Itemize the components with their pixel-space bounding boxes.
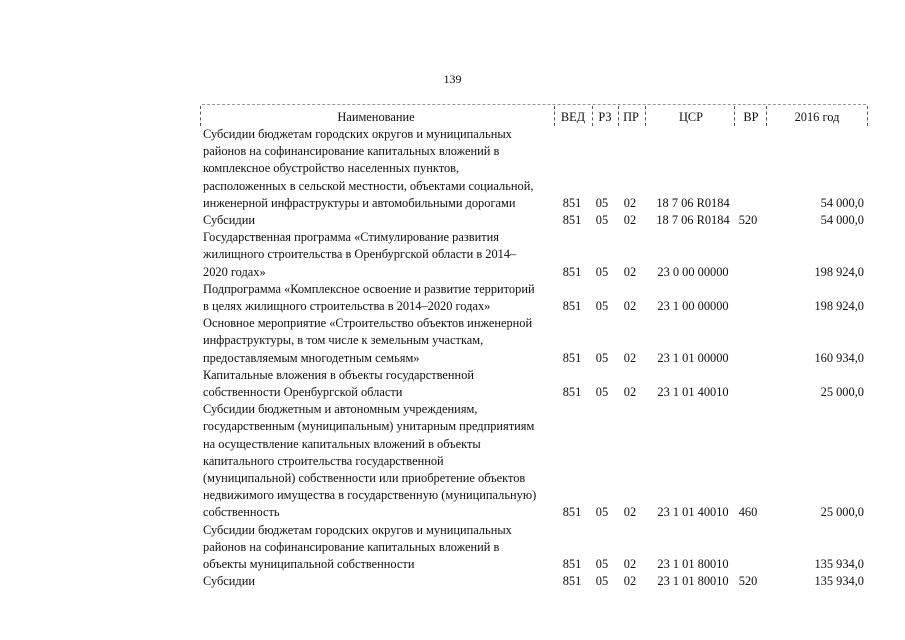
- row-amount: 54 000,0: [820, 195, 864, 210]
- header-year: 2016 год: [794, 110, 840, 124]
- row-amount: 135 934,0: [814, 574, 864, 589]
- table-row: [203, 367, 868, 401]
- row-name-line: Субсидии: [203, 213, 255, 228]
- row-ved: 851: [562, 505, 582, 520]
- row-vr: 520: [738, 213, 758, 228]
- row-rz: 05: [595, 213, 609, 228]
- header-name: Наименование: [337, 110, 415, 124]
- table-row: [203, 573, 868, 590]
- table-row: [203, 522, 868, 574]
- row-pr: 02: [623, 505, 637, 520]
- row-name-line: Государственная программа «Стимулирование развития: [203, 230, 499, 245]
- header-separator: [867, 106, 869, 126]
- row-name-line: Основное мероприятие «Строительство объектов инженерной: [203, 316, 533, 331]
- row-name-line: Субсидии бюджетам городских округов и муниципальных: [203, 127, 512, 141]
- row-amount: 25 000,0: [820, 505, 864, 520]
- row-name-line: Субсидии бюджетам городских округов и муниципальных: [203, 522, 512, 537]
- row-ved: 851: [562, 195, 582, 210]
- row-ved: 851: [562, 350, 582, 365]
- row-ved: 851: [562, 557, 582, 572]
- table-row: [203, 281, 868, 315]
- row-name-line: в целях жилищного строительства в 2014–2020 годах»: [203, 299, 491, 314]
- row-ved: 851: [562, 264, 582, 279]
- row-vr: 520: [738, 574, 758, 589]
- row-pr: 02: [623, 557, 637, 572]
- row-ved: 851: [562, 299, 582, 314]
- row-rz: 05: [595, 574, 609, 589]
- table-row: [203, 229, 868, 281]
- header-rz: РЗ: [598, 110, 612, 124]
- row-rz: 05: [595, 195, 609, 210]
- row-name-line: недвижимого имущества в государственную (муниципальную): [203, 488, 537, 503]
- row-name: [203, 212, 553, 229]
- row-name-line: предоставляемым многодетным семьям»: [203, 350, 420, 365]
- row-csr: 23 1 00 00000: [657, 299, 729, 314]
- row-pr: 02: [623, 385, 637, 400]
- header-ved: ВЕД: [560, 110, 586, 124]
- row-name-line: объекты муниципальной собственности: [203, 557, 415, 572]
- row-amount: 198 924,0: [814, 299, 864, 314]
- row-rz: 05: [595, 350, 609, 365]
- row-amount: 198 924,0: [814, 264, 864, 279]
- row-rz: 05: [595, 557, 609, 572]
- row-pr: 02: [623, 264, 637, 279]
- row-pr: 02: [623, 213, 637, 228]
- row-rz: 05: [595, 264, 609, 279]
- row-name-line: районов на софинансирование капитальных вложений в: [203, 144, 500, 159]
- row-csr: 23 1 01 00000: [657, 350, 729, 365]
- row-pr: 02: [623, 299, 637, 314]
- table-row: [203, 126, 868, 212]
- table-row: [203, 212, 868, 229]
- row-name-line: (муниципальной) собственности или приобретение объектов: [203, 471, 526, 486]
- table-header: [200, 104, 868, 124]
- row-pr: 02: [623, 350, 637, 365]
- row-rz: 05: [595, 505, 609, 520]
- row-ved: 851: [562, 574, 582, 589]
- row-csr: 23 1 01 40010: [657, 505, 729, 520]
- row-name-line: комплексное обустройство населенных пунктов,: [203, 161, 460, 176]
- budget-table-body: [203, 126, 868, 590]
- row-csr: 23 1 01 80010: [657, 557, 729, 572]
- table-row: [203, 315, 868, 367]
- row-name-line: жилищного строительства в Оренбургской области в 2014–: [203, 247, 517, 262]
- row-name-line: Субсидии: [203, 574, 255, 589]
- row-name: [203, 281, 553, 315]
- table-row: [203, 401, 868, 521]
- row-name: [203, 401, 553, 521]
- row-amount: 25 000,0: [820, 385, 864, 400]
- row-name-line: районов на софинансирование капитальных вложений в: [203, 539, 500, 554]
- row-name: [203, 315, 553, 367]
- row-name-line: инфраструктуры, в том числе к земельным участкам,: [203, 333, 484, 348]
- row-ved: 851: [562, 385, 582, 400]
- row-amount: 160 934,0: [814, 350, 864, 365]
- row-amount: 54 000,0: [820, 213, 864, 228]
- row-pr: 02: [623, 195, 637, 210]
- header-csr: ЦСР: [678, 110, 704, 124]
- row-rz: 05: [595, 299, 609, 314]
- row-csr: 23 1 01 80010: [657, 574, 729, 589]
- row-amount: 135 934,0: [814, 557, 864, 572]
- row-name-line: Капитальные вложения в объекты государственной: [203, 367, 475, 382]
- row-rz: 05: [595, 385, 609, 400]
- row-name: [203, 367, 553, 401]
- row-name: [203, 126, 553, 212]
- row-name: [203, 229, 553, 281]
- row-name-line: расположенных в сельской местности, объектами социальной,: [203, 178, 534, 193]
- row-name-line: собственности Оренбургской области: [203, 385, 403, 400]
- row-name-line: инженерной инфраструктуры и автомобильными дорогами: [203, 195, 516, 210]
- row-csr: 23 1 01 40010: [657, 385, 729, 400]
- row-pr: 02: [623, 574, 637, 589]
- row-ved: 851: [562, 213, 582, 228]
- row-csr: 18 7 06 R0184: [656, 213, 730, 228]
- row-name-line: собственность: [203, 505, 280, 520]
- row-name-line: государственным (муниципальным) унитарным предприятиям: [203, 419, 535, 434]
- header-vr: ВР: [743, 110, 759, 124]
- row-name-line: на осуществление капитальных вложений в объекты: [203, 436, 481, 451]
- row-name-line: Подпрограмма «Комплексное освоение и развитие территорий: [203, 281, 535, 296]
- row-name-line: 2020 годах»: [203, 264, 266, 279]
- page-number: 139: [443, 72, 462, 86]
- row-name: [203, 522, 553, 574]
- header-pr: ПР: [623, 110, 639, 124]
- row-name-line: Субсидии бюджетным и автономным учреждениям,: [203, 402, 478, 417]
- row-vr: 460: [738, 505, 758, 520]
- row-name: [203, 573, 553, 590]
- row-name-line: капитального строительства государственной: [203, 453, 444, 468]
- row-csr: 18 7 06 R0184: [656, 195, 730, 210]
- row-csr: 23 0 00 00000: [657, 264, 729, 279]
